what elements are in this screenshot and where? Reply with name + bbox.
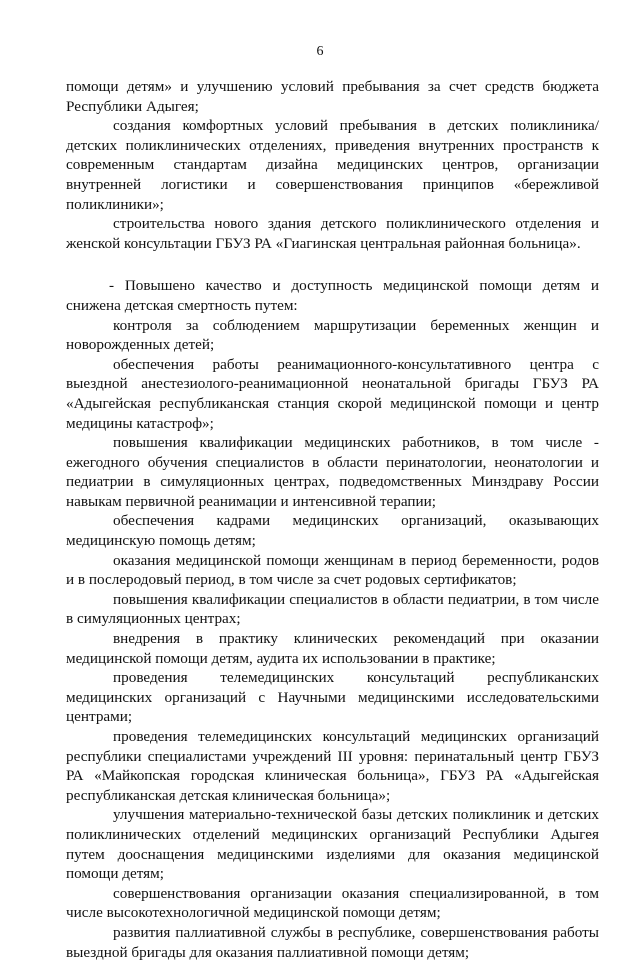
paragraph-telemedicine-national: проведения телемедицинских консультаций республиканских медицинских организаций с Научными медицинскими исследовательскими центрами;: [66, 669, 599, 726]
paragraph-equipment-upgrade: улучшения материально-технической базы детских поликлиник и детских поликлинических отделений медицинских организаций Республики Адыгея путем дооснащения медицинскими изделиями для оказания медицинской помощи детям;: [66, 806, 599, 883]
paragraph-new-building: строительства нового здания детского поликлинического отделения и женской консультации ГБУЗ РА «Гиагинская центральная районная больница».: [66, 215, 599, 252]
paragraph-specialized-care: совершенствования организации оказания специализированной, в том числе высокотехнологичной медицинской помощи детям;: [66, 884, 599, 922]
paragraph-pregnancy-care: оказания медицинской помощи женщинам в период беременности, родов и в послеродовый период, в том числе за счет родовых сертификатов;: [66, 551, 599, 589]
paragraph-section-heading: - Повышено качество и доступность медицинской помощи детям и снижена детская смертность путем:: [66, 277, 599, 314]
page-number: 6: [316, 44, 324, 59]
paragraph-qualification-workers: повышения квалификации медицинских работников, в том числе - ежегодного обучения специалистов в области перинатологии, неонатологии и педиатрии в симуляционных центрах, подведомственных Минздраву России навыкам первичной реанимации и интенсивной терапии;: [66, 434, 599, 510]
paragraph-clinical-guidelines: внедрения в практику клинических рекомендаций при оказании медицинской помощи детям, аудита их использовании в практике;: [66, 630, 599, 667]
paragraph-comfort-conditions: создания комфортных условий пребывания в детских поликлиника/детских поликлинических отделениях, приведения внутренних пространств к современным стандартам дизайна медицинских центров, организации внутренней логистики и совершенствования принципов «бережливой поликлиники»;: [66, 117, 599, 213]
paragraph-routing-control: контроля за соблюдением маршрутизации беременных женщин и новорожденных детей;: [66, 316, 599, 354]
paragraph-staffing: обеспечения кадрами медицинских организаций, оказывающих медицинскую помощь детям;: [66, 512, 599, 550]
paragraph-pediatric-qualification: повышения квалификации специалистов в области педиатрии, в том числе в симуляционных центрах;: [66, 590, 599, 628]
paragraph-palliative-service: развития паллиативной службы в республике, совершенствования работы выездной бригады для оказания паллиативной помощи детям;: [66, 923, 599, 961]
paragraph-resuscitation-center: обеспечения работы реанимационного-консультативного центра с выездной анестезиолого-реанимационной неонатальной бригады ГБУЗ РА «Адыгейская республиканская станция скорой медицинской помощи и центр медицины катастроф»;: [66, 355, 599, 432]
paragraph-telemedicine-level3: проведения телемедицинских консультаций медицинских организаций республики специалистами учреждений III уровня: перинатальный центр ГБУЗ РА «Майкопская городская клиническая больница», ГБУЗ РА «Адыгейская республиканская детская клиническая больница»;: [66, 728, 599, 804]
paragraph-continuation: помощи детям» и улучшению условий пребывания за счет средств бюджета Республики Адыгея;: [66, 78, 599, 115]
document-body: [66, 77, 599, 962]
